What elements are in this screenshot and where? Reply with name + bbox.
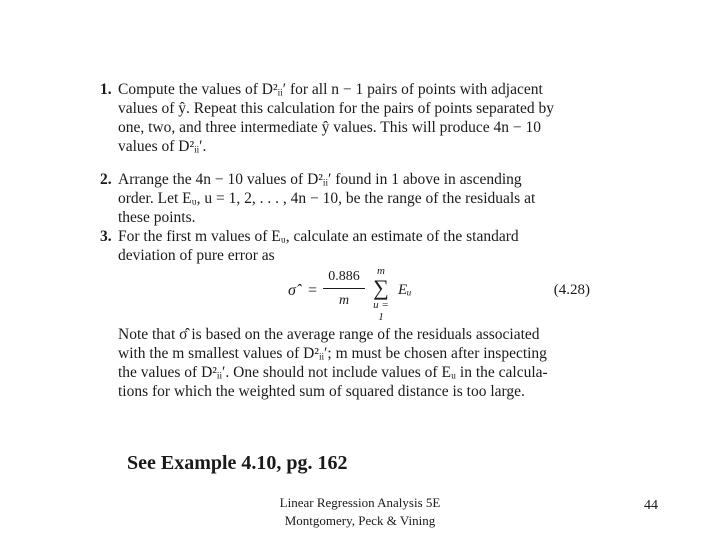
denominator: m bbox=[338, 293, 350, 308]
sum-upper-limit: m bbox=[377, 265, 385, 277]
note-line: with the m smallest values of D²ᵢᵢ′; m must be chosen after inspecting bbox=[118, 345, 547, 362]
footer-authors: Montgomery, Peck & Vining bbox=[284, 513, 436, 528]
note-line: tions for which the weighted sum of squared distance is too large. bbox=[118, 383, 525, 400]
sum-term: Eᵤ bbox=[398, 282, 412, 298]
step-line: one, two, and three intermediate ŷ values. This will produce 4n − 10 bbox=[118, 119, 541, 136]
sigma-symbol: ∑ bbox=[373, 275, 389, 300]
equals-sign: = bbox=[308, 282, 318, 299]
page-number: 44 bbox=[644, 498, 658, 513]
step-line: values of ŷ. Repeat this calculation for the pairs of points separated by bbox=[118, 100, 555, 117]
equation-4-28 bbox=[118, 267, 590, 323]
step-1 bbox=[100, 80, 590, 156]
footer-citation bbox=[240, 494, 480, 530]
scanned-textbook-excerpt bbox=[100, 80, 590, 401]
sum-lower-limit: u = 1 bbox=[373, 299, 389, 323]
note bbox=[100, 325, 590, 401]
step-number: 2. bbox=[100, 171, 112, 188]
step-line: order. Let Eᵤ, u = 1, 2, . . . , 4n − 10, be the range of the residuals at bbox=[118, 190, 536, 207]
equation-number: (4.28) bbox=[553, 282, 590, 298]
step-line: Compute the values of D²ᵢᵢ′ for all n − 1 pairs of points with adjacent bbox=[118, 81, 543, 98]
step-3 bbox=[100, 227, 590, 265]
example-reference: See Example 4.10, pg. 162 bbox=[127, 452, 348, 474]
step-line: these points. bbox=[118, 209, 196, 226]
footer-book-title: Linear Regression Analysis 5E bbox=[279, 495, 441, 510]
step-line: Arrange the 4n − 10 values of D²ᵢᵢ′ found in 1 above in ascending bbox=[118, 171, 522, 188]
step-2 bbox=[100, 170, 590, 227]
note-line: Note that σ̂ is based on the average range of the residuals associated bbox=[118, 326, 540, 343]
note-line: the values of D²ᵢᵢ′. One should not include values of Eᵤ in the calcula- bbox=[118, 364, 548, 381]
step-number: 3. bbox=[100, 228, 112, 245]
step-number: 1. bbox=[100, 81, 112, 98]
numerator: 0.886 bbox=[328, 269, 360, 284]
step-line: values of D²ᵢᵢ′. bbox=[118, 138, 207, 155]
sigma-hat: σ̂ bbox=[288, 282, 296, 299]
fraction bbox=[323, 267, 365, 310]
step-line: For the first m values of Eᵤ, calculate an estimate of the standard bbox=[118, 228, 519, 245]
summation bbox=[370, 265, 392, 323]
step-line: deviation of pure error as bbox=[118, 247, 275, 264]
